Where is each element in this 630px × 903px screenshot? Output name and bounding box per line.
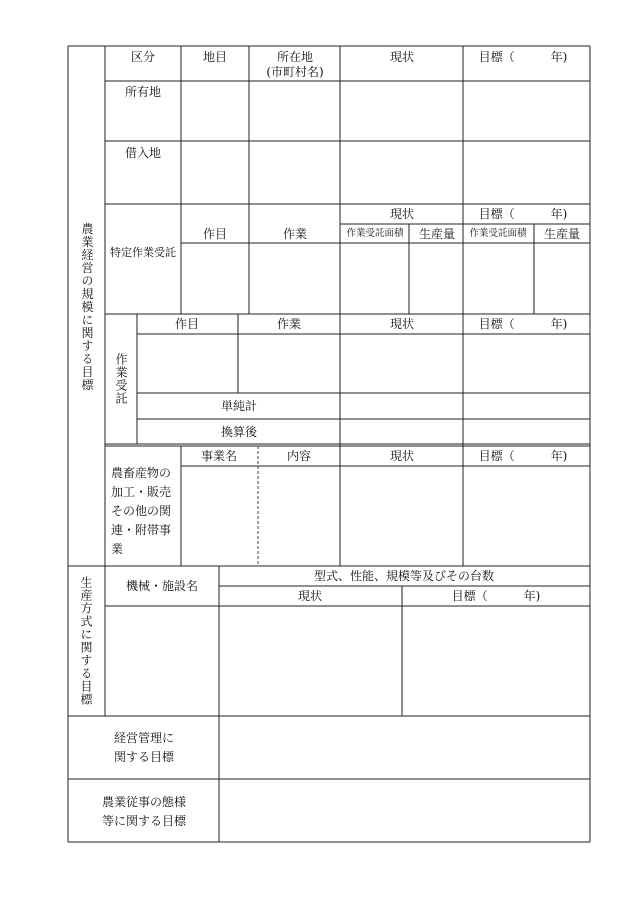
specific-work-work: 作業 — [282, 227, 308, 241]
related-business-line-1: 農畜産物の — [111, 466, 172, 480]
related-business-line-2: 加工・販売 — [111, 485, 172, 499]
specific-work-target-area: 作業受託面積 — [469, 228, 527, 239]
header-location-sub: (市町村名) — [266, 65, 324, 79]
specific-work-crop: 作目 — [202, 227, 228, 241]
specific-work-label: 特定作業受託 — [110, 246, 176, 259]
employment-line-2: 等に関する目標 — [101, 814, 187, 828]
employment-line-1: 農業従事の態様 — [101, 795, 187, 809]
row-leased-land: 借入地 — [124, 146, 162, 160]
specific-work-target-production: 生産量 — [543, 227, 581, 241]
work-contract-target: 目標（ 年) — [478, 317, 568, 331]
scale-section-label: 農業経営の規模に関する目標 — [80, 222, 94, 392]
related-business-target: 目標（ 年) — [478, 449, 568, 463]
work-contract-work: 作業 — [276, 317, 302, 331]
specific-work-current-area: 作業受託面積 — [346, 228, 404, 239]
production-target: 目標（ 年) — [451, 589, 541, 603]
production-current: 現状 — [297, 589, 323, 603]
header-land-type: 地目 — [202, 50, 228, 64]
work-contract-simple-total: 単純計 — [220, 399, 258, 413]
management-line-1: 経営管理に — [113, 731, 175, 745]
related-business-line-4: 連・附帯事 — [111, 523, 172, 537]
row-owned-land: 所有地 — [124, 85, 162, 99]
header-location: 所在地 — [276, 50, 314, 64]
header-category: 区分 — [130, 50, 156, 64]
header-current: 現状 — [389, 50, 415, 64]
related-business-name: 事業名 — [200, 449, 238, 463]
equipment-name-header: 機械・施設名 — [125, 579, 199, 593]
specific-work-current: 現状 — [389, 207, 415, 221]
production-section-label: 生産方式に関する目標 — [79, 576, 93, 706]
work-contract-current: 現状 — [389, 317, 415, 331]
management-line-2: 関する目標 — [113, 750, 175, 764]
related-business-line-3: その他の関 — [111, 504, 172, 518]
work-contract-converted: 換算後 — [220, 425, 258, 439]
related-business-line-5: 業 — [111, 542, 124, 556]
work-contract-crop: 作目 — [174, 317, 200, 331]
related-business-content: 内容 — [286, 449, 312, 463]
related-business-label — [111, 464, 171, 559]
specific-work-current-production: 生産量 — [418, 227, 456, 241]
work-contract-label: 作業受託 — [114, 353, 128, 405]
related-business-current: 現状 — [389, 449, 415, 463]
header-target: 目標（ 年) — [478, 50, 568, 64]
spec-header: 型式、性能、規模等及びその台数 — [313, 569, 495, 583]
specific-work-target: 目標（ 年) — [478, 207, 568, 221]
